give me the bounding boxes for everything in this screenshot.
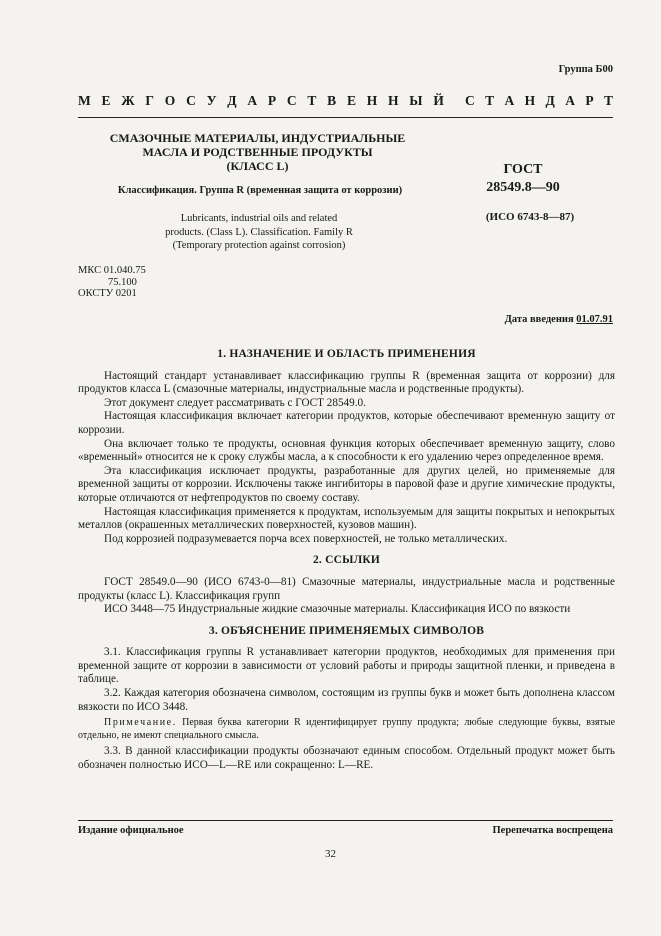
mks-code-second: 75.100 [108, 276, 137, 288]
banner-letter: С [286, 93, 297, 108]
note-text: Первая буква категории R идентифицирует группу продукта; любые следующие буквы, взятые отдельно, не имеют специального смысла. [78, 717, 616, 741]
footer-official-edition: Издание официальное [78, 825, 184, 836]
section-2-heading: 2. ССЫЛКИ [312, 554, 381, 567]
banner-letter: Ы [409, 93, 423, 108]
paragraph: Под коррозией подразумевается порча всех поверхностей, не только металлических. [104, 532, 508, 545]
gost-label: ГОСТ [503, 162, 543, 177]
banner-letter: Р [585, 93, 594, 108]
banner-letter: Н [388, 93, 399, 108]
paragraph: Настоящая классификация применяется к продуктам, используемым для защиты покрытых и непокрытых металлов (окрашенных металлических поверхностей, кузовов машин). [78, 505, 615, 532]
title-line-3: (КЛАСС L) [226, 159, 289, 173]
paragraph: 3.3. В данной классификации продукты обозначают единым способом. Отдельный продукт может быть обозначен полностью ИСО—L—RE или сокращенно: L—RE. [78, 745, 615, 771]
banner-standard [465, 93, 613, 109]
banner-letter: Ж [121, 93, 135, 108]
note-label: Примечание. [104, 717, 177, 729]
banner-letter: Т [307, 93, 317, 108]
banner-letter: М [78, 93, 91, 108]
english-title [140, 212, 378, 253]
group-code: Группа Б00 [558, 64, 613, 75]
paragraph: 3.2. Каждая категория обозначена символом, состоящим из группы букв и может быть дополнена классом вязкости по ИСО 3448. [78, 687, 615, 713]
iso-equivalent: (ИСО 6743-8—87) [485, 211, 575, 223]
document-body [78, 340, 615, 772]
banner-letter: Д [545, 93, 555, 108]
header-rule [78, 117, 613, 118]
section-1-heading: 1. НАЗНАЧЕНИЕ И ОБЛАСТЬ ПРИМЕНЕНИЯ [217, 348, 476, 360]
okstu-code: ОКСТУ 0201 [78, 288, 137, 299]
paragraph: Эта классификация исключает продукты, разработанные для других целей, но применяемые для временной защиты от коррозии. Исключены также ингибиторы в паровой фазе и другие химические продукты, которые отличаются от нефтепродуктов по своему составу. [78, 464, 615, 504]
english-title-line-2: products. (Class L). Classification. Family R [165, 226, 353, 238]
banner-letter: Д [227, 93, 237, 108]
paragraph: Настоящий стандарт устанавливает классификацию группы R (временная защита от коррозии) для продуктов класса L (смазочные материалы, индустриальные масла и родственные продукты). [78, 369, 615, 396]
banner-letter: Н [524, 93, 536, 108]
banner-letter: Г [145, 93, 155, 108]
section-3-heading: 3. ОБЪЯСНЕНИЕ ПРИМЕНЯЕМЫХ СИМВОЛОВ [208, 624, 485, 637]
english-title-line-1: Lubricants, industrial oils and related [180, 213, 338, 224]
title-line-2: МАСЛА И РОДСТВЕННЫЕ ПРОДУКТЫ [142, 145, 373, 159]
banner-letter: С [186, 93, 196, 108]
note [78, 717, 615, 742]
reference-item: ГОСТ 28549.0—90 (ИСО 6743-0—81) Смазочные материалы, индустриальные масла и родственные продукты (класс L). Классификация групп [78, 575, 615, 602]
standard-banner [78, 93, 613, 109]
paragraph: Настоящая классификация включает категории продуктов, которые обеспечивают временную защиту от коррозии. [78, 410, 615, 436]
effective-date-value: 01.07.91 [576, 314, 613, 325]
effective-date [505, 314, 613, 325]
banner-letter: А [247, 93, 258, 108]
classification-codes [78, 265, 146, 300]
banner-letter: Й [433, 93, 444, 108]
paragraph: Она включает только те продукты, основная функция которых обеспечивает временную защиту, слово «временный» относится не к сроку службы масла, а к способности к его удалению через определенное время. [78, 437, 615, 464]
banner-interstate [78, 93, 444, 109]
banner-letter: Е [101, 93, 111, 108]
document-subtitle: Классификация. Группа R (временная защита от коррозии) [117, 185, 403, 196]
gost-designation [468, 161, 578, 197]
banner-letter: Т [603, 93, 613, 108]
page-number: 32 [325, 848, 336, 860]
document-title [90, 131, 425, 173]
banner-letter: Т [485, 93, 495, 108]
english-title-line-3: (Temporary protection against corrosion) [172, 240, 346, 251]
reference-item: ИСО 3448—75 Индустриальные жидкие смазочные материалы. Классификация ИСО по вязкости [104, 603, 571, 616]
footer [78, 825, 613, 836]
banner-letter: У [206, 93, 217, 108]
banner-letter: Е [346, 93, 356, 108]
banner-letter: А [565, 93, 575, 108]
gost-number: 28549.8—90 [486, 180, 560, 195]
banner-letter: В [327, 93, 337, 108]
title-line-1: СМАЗОЧНЫЕ МАТЕРИАЛЫ, ИНДУСТРИАЛЬНЫЕ [109, 131, 406, 145]
footer-rule [78, 820, 613, 821]
banner-letter: А [504, 93, 515, 108]
paragraph: 3.1. Классификация группы R устанавливает категории продуктов, необходимых для применения при временной защите от коррозии в зависимости от условий работы и природы защитной пленки, и приведена в таблице. [78, 646, 615, 686]
banner-letter: Н [366, 93, 378, 108]
banner-letter: О [164, 93, 176, 108]
footer-reprint-prohibited: Перепечатка воспрещена [492, 825, 613, 836]
effective-date-label: Дата введения [504, 314, 574, 325]
mks-code: МКС 01.040.75 [78, 265, 146, 276]
banner-letter: С [465, 93, 475, 108]
banner-letter: Р [267, 93, 277, 108]
paragraph: Этот документ следует рассматривать с ГОСТ 28549.0. [104, 396, 366, 409]
